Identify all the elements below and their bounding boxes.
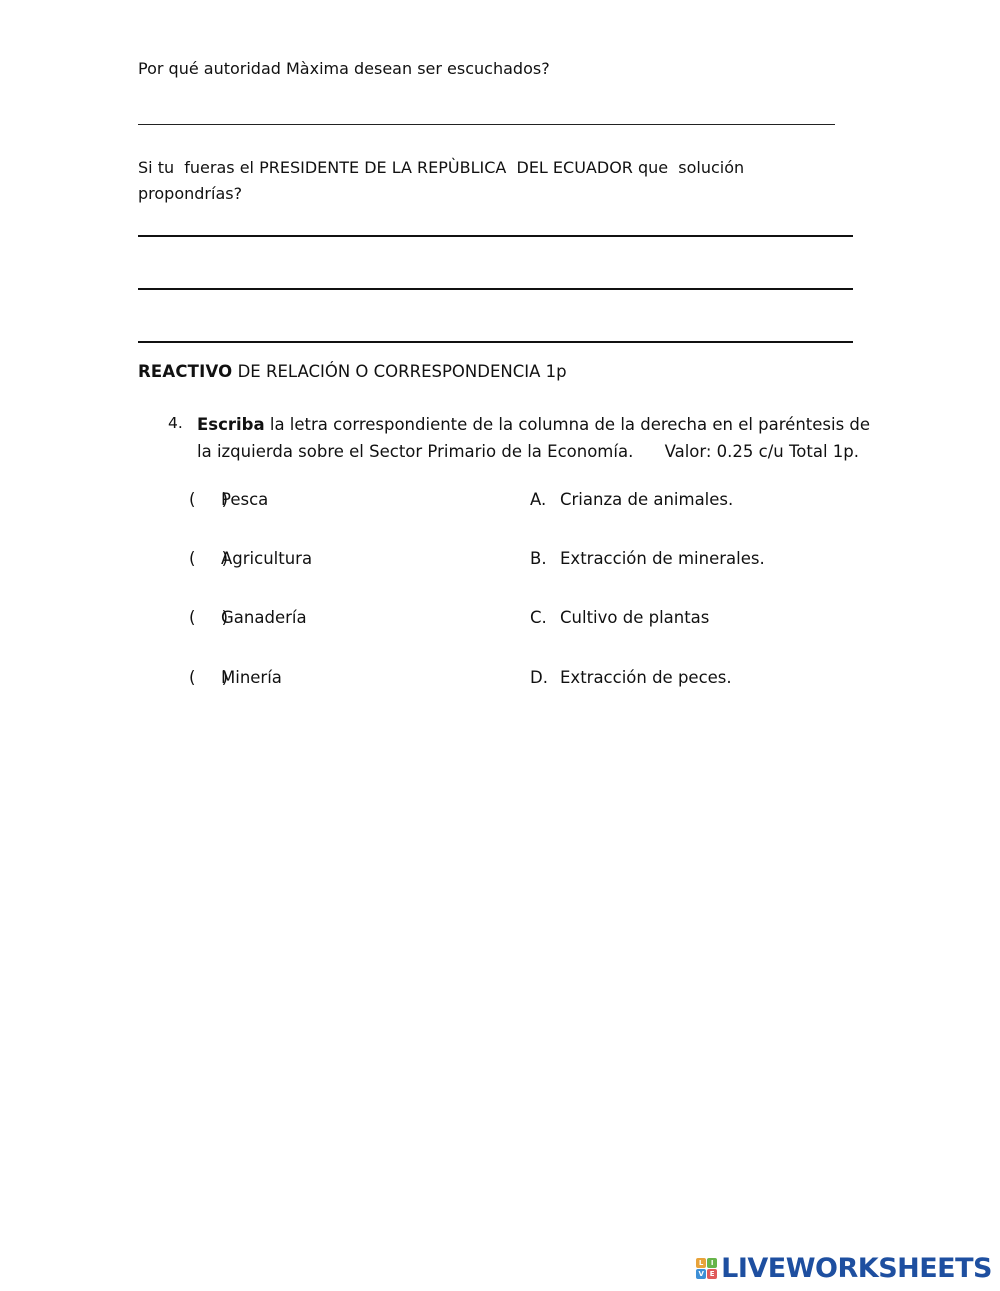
item-4-instruction-rest: la letra correspondiente de la columna de la derecha en el paréntesis de [264,415,871,434]
logo-mark-icon [696,1258,717,1279]
option-label: Crianza de animales. [560,490,734,509]
liveworksheets-logo [696,1253,992,1284]
answer-parenthesis[interactable]: ( ) [189,668,229,687]
answer-parenthesis[interactable]: ( ) [189,608,229,627]
left-item-label: Ganadería [221,608,307,627]
option-label: Cultivo de plantas [560,608,710,627]
answer-line-3 [138,288,853,290]
answer-line-2 [138,235,853,237]
answer-parenthesis[interactable]: ( ) [189,549,229,568]
question-2-line-2: propondrías? [138,184,243,203]
left-item-4 [189,668,282,687]
left-item-label: Minería [221,668,282,687]
answer-line-1 [138,124,835,125]
item-4-instruction-line-2: la izquierda sobre el Sector Primario de la Economía. [197,442,634,461]
logo-letter-e: E [707,1269,717,1279]
logo-letter-l: L [696,1258,706,1268]
answer-parenthesis[interactable]: ( ) [189,490,229,509]
item-4-value-note: Valor: 0.25 c/u Total 1p. [664,442,859,461]
left-item-label: Agricultura [221,549,313,568]
left-item-1 [189,490,268,509]
right-item-c [530,608,709,627]
section-heading-rest: DE RELACIÓN O CORRESPONDENCIA 1p [232,362,567,381]
right-item-a [530,490,733,509]
option-letter: B. [530,549,547,568]
left-item-label: Pesca [221,490,269,509]
logo-letter-i: I [707,1258,717,1268]
right-item-b [530,549,765,568]
item-4-verb: Escriba [197,415,265,434]
option-label: Extracción de peces. [560,668,732,687]
option-letter: A. [530,490,547,509]
left-item-2 [189,549,312,568]
question-2-text [138,155,744,207]
item-4-instruction [197,411,871,465]
item-number: 4. [168,414,183,432]
section-heading [138,362,567,381]
option-letter: D. [530,668,548,687]
right-item-d [530,668,732,687]
logo-letter-v: V [696,1269,706,1279]
question-1-text: Por qué autoridad Màxima desean ser escuchados? [138,59,550,78]
option-letter: C. [530,608,547,627]
section-heading-bold: REACTIVO [138,362,233,381]
brand-name: LIVEWORKSHEETS [721,1253,992,1284]
question-2-line-1: Si tu fueras el PRESIDENTE DE LA REPÙBLICA DEL ECUADOR que solución [138,158,745,177]
option-label: Extracción de minerales. [560,549,765,568]
answer-line-4 [138,341,853,343]
left-item-3 [189,608,307,627]
